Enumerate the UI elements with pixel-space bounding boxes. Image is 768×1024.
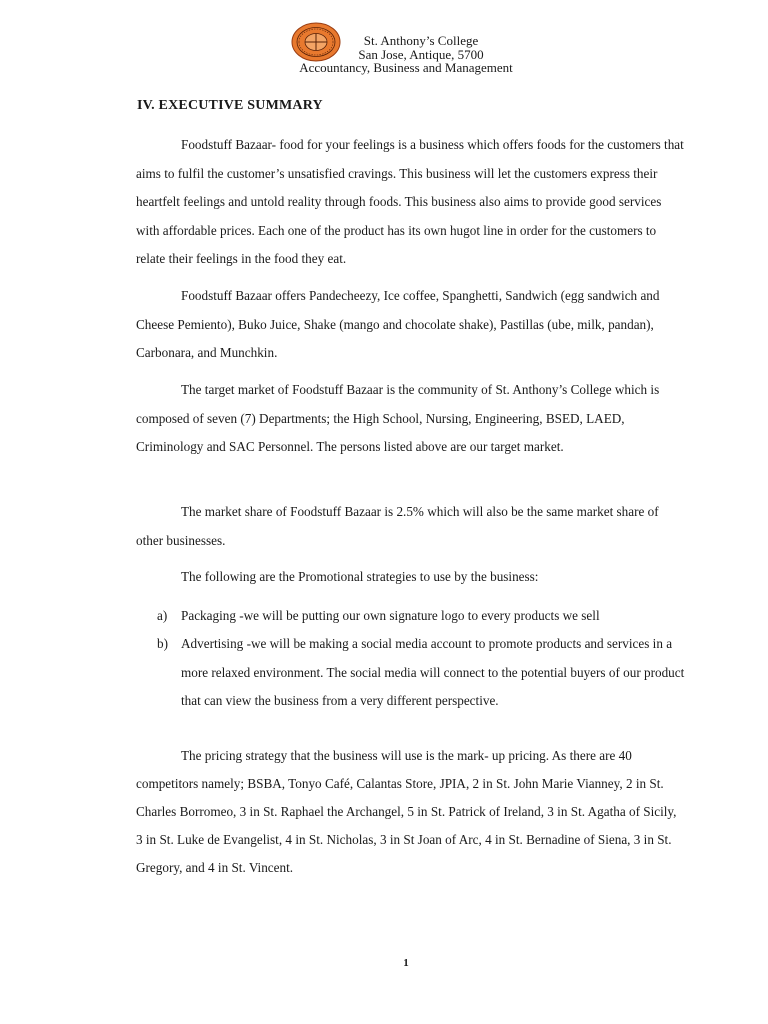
- list-marker: a): [157, 608, 168, 623]
- list-item: [157, 602, 687, 631]
- paragraph-products: Foodstuff Bazaar offers Pandecheezy, Ice coffee, Spanghetti, Sandwich (egg sandwich and Cheese Pemiento), Buko Juice, Shake (mango and chocolate shake), Pastillas (ube, milk, pandan), Carbonara, and Munchkin.: [136, 288, 660, 360]
- department-name: Accountancy, Business and Management: [299, 60, 513, 75]
- letterhead: [0, 22, 768, 82]
- section-heading: IV. EXECUTIVE SUMMARY: [137, 98, 323, 113]
- paragraph-target-market: The target market of Foodstuff Bazaar is the community of St. Anthony’s College which is composed of seven (7) Departments; the High School, Nursing, Engineering, BSED, LAED, Criminology and SAC Personnel. The persons listed above are our target market.: [136, 382, 660, 454]
- list-item: [157, 630, 687, 716]
- paragraph-intro: Foodstuff Bazaar- food for your feelings is a business which offers foods for the customers that aims to fulfil the customer’s unsatisfied cravings. This business will let the customers express their heartfelt feelings and untold reality through foods. This business also aims to provide good services with affordable prices. Each one of the product has its own hugot line in order for the customers to relate their feelings in the food they eat.: [136, 137, 684, 266]
- paragraph-promotional-intro: The following are the Promotional strategies to use by the business:: [181, 569, 539, 584]
- paragraph-pricing-strategy: The pricing strategy that the business will use is the mark- up pricing. As there are 40 competitors namely; BSBA, Tonyo Café, Calantas Store, JPIA, 2 in St. John Marie Vianney, 2 in St. Charles Borromeo, 3 in St. Raphael the Archangel, 5 in St. Patrick of Ireland, 3 in St. Agatha of Sicily, 3 in St. Luke de Evangelist, 4 in St. Nicholas, 3 in St Joan of Arc, 4 in St. Bernadine of Siena, 3 in St. Gregory, and 4 in St. Vincent.: [136, 748, 677, 875]
- page-number: 1: [403, 957, 409, 969]
- institution-address: San Jose, Antique, 5700: [358, 46, 484, 62]
- list-item-text: Advertising -we will be making a social media account to promote products and services in a more relaxed environment. The social media will connect to the potential buyers of our product that can view the business from a very different perspective.: [181, 636, 685, 708]
- paragraph-market-share: The market share of Foodstuff Bazaar is 2.5% which will also be the same market share of other businesses.: [136, 504, 659, 548]
- list-marker: b): [157, 636, 168, 651]
- list-item-text: Packaging -we will be putting our own signature logo to every products we sell: [181, 608, 600, 623]
- institution-name: St. Anthony’s College: [363, 33, 479, 48]
